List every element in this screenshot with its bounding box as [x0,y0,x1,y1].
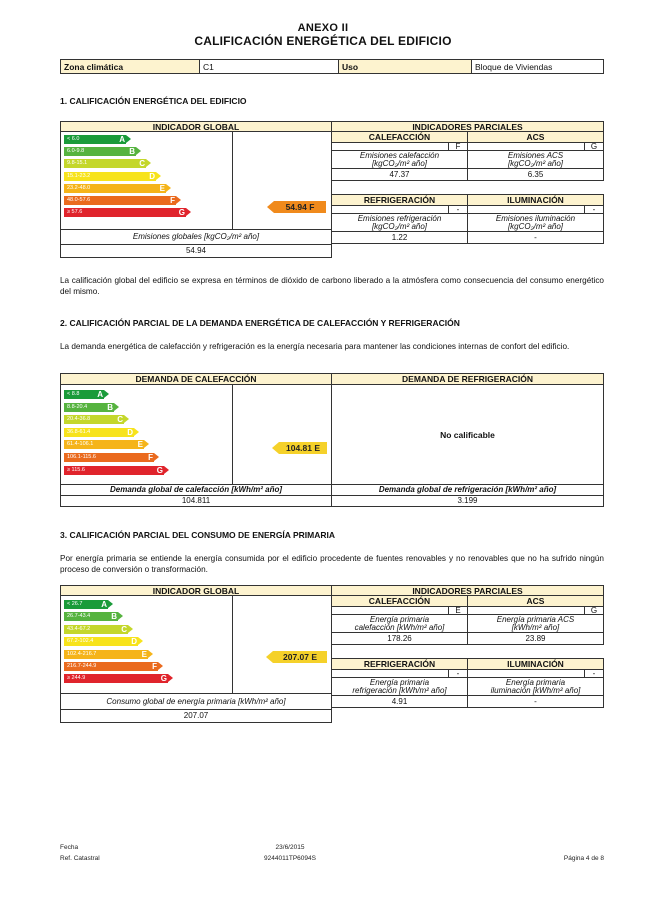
scale-bar-d [64,172,156,181]
scale-bar-g [64,208,186,217]
sec1-block [60,121,604,262]
sec3-acs-label-line: [kWh/m² año] [511,622,560,632]
scale-range: ≥ 244.9 [67,675,86,682]
sec1-cooling-label-line: Emisiones refrigeración [357,213,442,223]
scale-range: 6.0-9.8 [67,148,85,155]
sec1-scale-divider [232,131,233,230]
scale-letter: F [170,196,175,205]
scale-range: ≥ 57.6 [67,209,83,216]
sec1-lighting-value: - [467,231,604,244]
footer-date-value: 23/6/2015 [275,844,305,851]
sec2-heating-header: DEMANDA DE CALEFACCIÓN [60,373,332,385]
sec3-heating-label-line: Energía primaria [369,614,430,624]
sec1-paragraph: La calificación global del edificio se expresa en términos de dióxido de carbono liberado a la atmósfera como consecuencia del consumo energético del mismo. [60,276,604,296]
sec1-global-header: INDICADOR GLOBAL [60,121,332,132]
scale-bar-f [64,662,158,671]
footer-page: Página 4 de 8 [563,855,604,862]
scale-range: < 8.8 [67,391,80,397]
sec1-partial-header: INDICADORES PARCIALES [331,121,604,132]
sec2-not-rated: No calificable [331,384,604,485]
scale-bar-e [64,184,166,193]
zone-table [60,59,604,74]
scale-bar-a [64,135,126,144]
sec3-partial-header: INDICADORES PARCIALES [331,585,604,596]
sec3-cooling-label [331,677,468,696]
sec1-rating-arrow: 54.94 F [274,201,326,213]
scale-tip [144,440,149,448]
sec3-cooling-title: REFRIGERACIÓN [331,658,468,670]
sec3-cooling-letter: - [448,669,468,678]
section2-title: 2. CALIFICACIÓN PARCIAL DE LA DEMANDA ENERGÉTICA DE CALEFACCIÓN Y REFRIGERACIÓN [60,318,460,328]
sec1-acs-value: 6.35 [467,168,604,181]
scale-range: 9.8-15.1 [67,160,88,167]
scale-tip [138,637,143,645]
scale-letter: E [141,649,147,659]
scale-letter: B [107,402,113,412]
sec3-acs-label [467,614,604,633]
scale-range: 20.4-36.8 [67,416,91,423]
scale-tip [114,403,119,411]
sec3-block [60,585,604,726]
sec1-lighting-label-line: [kgCO₂/m² año] [507,221,564,231]
footer-cadastral-label: Ref. Catastral [60,855,100,862]
use-label: Uso [339,60,472,74]
scale-letter: F [152,662,157,671]
sec3-scale-divider [232,595,233,694]
scale-bar-b [64,403,114,412]
scale-tip [186,208,191,216]
scale-tip [148,650,153,658]
scale-tip [124,415,129,423]
sec1-heating-letter: F [448,142,468,151]
scale-tip [158,662,163,670]
scale-bar-e [64,650,148,659]
sec2-heating-label: Demanda global de calefacción [kWh/m² año] [60,484,332,496]
scale-letter: E [137,440,143,450]
sec2-block [60,373,604,507]
scale-range: 216.7-244.9 [67,663,97,669]
scale-letter: D [127,427,133,437]
section3-title: 3. CALIFICACIÓN PARCIAL DEL CONSUMO DE ENERGÍA PRIMARIA [60,530,336,540]
sec3-lighting-label-line: iluminación [kWh/m² año] [490,685,581,695]
footer-cadastral-value: 9244011TP6094S [264,855,316,862]
scale-tip [154,453,159,461]
sec1-acs-label [467,150,604,169]
scale-letter: D [131,637,137,647]
scale-bar-a [64,600,108,609]
sec2-rating-arrow: 104.81 E [279,442,327,454]
sec1-heating-label [331,150,468,169]
scale-letter: B [111,612,117,622]
sec3-acs-label-line: Energía primaria ACS [496,614,575,624]
scale-range: 8.8-20.4 [67,403,88,410]
scale-tip [156,172,161,180]
scale-range: < 26.7 [67,601,83,607]
sec2-scale-divider [232,384,233,485]
scale-range: 67.2-102.4 [67,638,94,645]
scale-letter: G [160,674,167,684]
sec1-cooling-label-line: [kgCO₂/m² año] [371,221,428,231]
sec2-heating-value: 104.811 [60,495,332,507]
scale-tip [166,184,171,192]
sec3-heating-label [331,614,468,633]
sec1-global-value: 54.94 [60,244,332,258]
sec3-acs-letter: G [584,606,604,615]
sec3-paragraph: Por energía primaria se entiende la energía consumida por el edificio procedente de fuentes renovables y no renovables que no ha sufrido ningún proceso de conversión o transformación. [60,554,604,574]
sec3-lighting-label [467,677,604,696]
sec3-acs-value: 23.89 [467,632,604,645]
scale-letter: C [117,415,123,425]
sec3-cooling-label-line: refrigeración [kWh/m² año] [352,685,447,695]
scale-letter: B [129,147,135,157]
scale-letter: D [149,171,155,181]
scale-bar-c [64,625,128,634]
scale-letter: E [159,183,165,193]
sec3-lighting-label-line: Energía primaria [505,677,566,687]
sec1-global-label-cell [60,229,332,245]
scale-bar-b [64,147,136,156]
scale-letter: A [119,135,125,144]
scale-tip [168,674,173,682]
scale-tip [176,196,181,204]
scale-bar-d [64,428,134,437]
sec3-heating-title: CALEFACCIÓN [331,595,468,607]
use-value: Bloque de Viviendas [472,60,604,74]
sec3-global-value: 207.07 [60,709,332,723]
scale-range: 102.4-216.7 [67,650,97,657]
scale-tip [164,466,169,474]
scale-range: 61.4-106.1 [67,441,94,448]
page-title: CALIFICACIÓN ENERGÉTICA DEL EDIFICIO [194,34,452,48]
scale-range: 36.8-61.4 [67,428,91,435]
scale-letter: C [139,159,145,169]
zone-value: C1 [200,60,339,74]
sec2-cooling-header: DEMANDA DE REFRIGERACIÓN [331,373,604,385]
scale-range: 106.1-115.6 [67,454,96,460]
sec1-lighting-label [467,213,604,232]
scale-tip [134,428,139,436]
sec3-heating-value: 178.26 [331,632,468,645]
sec3-rating-arrow: 207.07 E [273,651,327,663]
scale-range: 23.2-48.0 [67,184,91,191]
sec1-acs-title: ACS [467,131,604,143]
sec3-acs-title: ACS [467,595,604,607]
scale-letter: F [148,453,153,462]
scale-bar-g [64,674,168,683]
section1-title: 1. CALIFICACIÓN ENERGÉTICA DEL EDIFICIO [60,96,247,106]
annex-title: ANEXO II [297,22,349,34]
scale-bar-c [64,159,146,168]
sec1-cooling-title: REFRIGERACIÓN [331,194,468,206]
sec3-global-label-cell [60,693,332,710]
sec1-heating-value: 47.37 [331,168,468,181]
scale-letter: G [178,208,185,218]
sec1-cooling-value: 1.22 [331,231,468,244]
footer-date-label: Fecha [60,844,79,851]
zone-label: Zona climática [61,60,200,74]
sec2-cooling-value: 3.199 [331,495,604,507]
sec3-lighting-letter: - [584,669,604,678]
scale-letter: A [101,600,107,609]
sec3-cooling-label-line: Energía primaria [369,677,430,687]
sec1-lighting-title: ILUMINACIÓN [467,194,604,206]
scale-bar-f [64,453,154,462]
sec1-heating-title: CALEFACCIÓN [331,131,468,143]
sec2-paragraph: La demanda energética de calefacción y refrigeración es la energía necesaria para mantener las condiciones internas de confort del edificio. [60,342,570,351]
sec1-global-label: Emisiones globales [kgCO₂/m² año] [132,232,260,241]
scale-tip [118,612,123,620]
sec1-heating-label-line: [kgCO₂/m² año] [371,158,428,168]
sec1-acs-label-line: [kgCO₂/m² año] [507,158,564,168]
scale-bar-c [64,415,124,424]
scale-range: 26.7-43.4 [67,613,91,620]
scale-range: 15.1-23.2 [67,172,91,179]
sec1-cooling-label [331,213,468,232]
scale-range: 48.0-57.6 [67,197,91,203]
scale-range: ≥ 115.6 [67,466,85,473]
scale-bar-d [64,637,138,646]
scale-letter: G [156,465,163,475]
scale-tip [126,135,131,143]
scale-letter: C [121,624,127,634]
scale-tip [104,390,109,398]
sec3-global-label: Consumo global de energía primaria [kWh/m² año] [106,696,286,706]
scale-bar-b [64,612,118,621]
sec1-heating-label-line: Emisiones calefacción [359,150,440,160]
scale-letter: A [97,390,103,399]
scale-range: 43.4-67.2 [67,625,91,632]
scale-bar-a [64,390,104,399]
sec3-lighting-title: ILUMINACIÓN [467,658,604,670]
sec1-lighting-label-line: Emisiones iluminación [495,213,576,223]
sec3-cooling-value: 4.91 [331,695,468,708]
scale-range: < 6.0 [67,136,80,142]
scale-tip [146,159,151,167]
sec3-lighting-value: - [467,695,604,708]
sec2-cooling-label: Demanda global de refrigeración [kWh/m² año] [331,484,604,496]
scale-bar-e [64,440,144,449]
sec1-lighting-letter: - [584,205,604,214]
sec1-cooling-letter: - [448,205,468,214]
scale-tip [128,625,133,633]
scale-tip [136,147,141,155]
scale-tip [108,600,113,608]
scale-bar-f [64,196,176,205]
sec1-acs-label-line: Emisiones ACS [507,150,564,160]
sec3-heating-label-line: calefacción [kWh/m² año] [354,622,445,632]
sec1-acs-letter: G [584,142,604,151]
sec3-global-header: INDICADOR GLOBAL [60,585,332,596]
scale-bar-g [64,466,164,475]
sec3-heating-letter: E [448,606,468,615]
